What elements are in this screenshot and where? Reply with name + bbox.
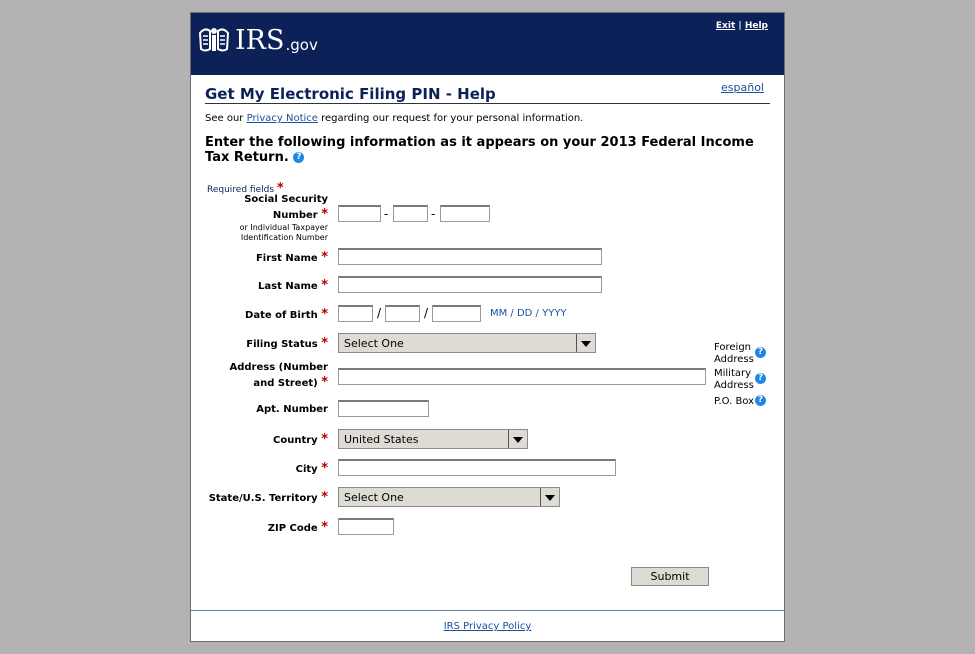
country-value: United States — [344, 433, 419, 446]
required-star: * — [321, 375, 328, 390]
required-star: * — [321, 336, 328, 351]
po-box-help — [714, 396, 769, 408]
address-input[interactable] — [338, 368, 706, 385]
last-name-label — [258, 278, 328, 294]
notice-suffix: regarding our request for your personal information. — [321, 113, 584, 124]
required-star: * — [321, 207, 328, 222]
filing-status-label — [246, 336, 328, 352]
top-links — [716, 21, 768, 31]
required-star: * — [321, 461, 328, 476]
help-icon[interactable]: ? — [755, 373, 766, 384]
filing-status-label-text: Filing Status — [246, 339, 318, 350]
address-label — [208, 360, 328, 391]
required-star: * — [321, 490, 328, 505]
help-icon[interactable]: ? — [755, 347, 766, 358]
header-banner — [191, 13, 784, 75]
dob-label-text: Date of Birth — [245, 310, 318, 321]
instructions — [205, 135, 770, 165]
apt-label-text: Apt. Number — [256, 404, 328, 415]
state-select[interactable] — [338, 487, 560, 507]
ssn-separator: - — [384, 207, 389, 221]
title-divider — [205, 103, 770, 104]
zip-label-text: ZIP Code — [267, 523, 318, 534]
page-title: Get My Electronic Filing PIN - Help — [205, 85, 496, 103]
chevron-down-icon — [508, 430, 527, 448]
dob-label — [245, 307, 328, 323]
submit-button[interactable]: Submit — [631, 567, 709, 586]
city-label-text: City — [295, 464, 318, 475]
link-separator: | — [738, 21, 742, 31]
dob-separator: / — [424, 306, 429, 320]
city-label — [296, 461, 328, 477]
chevron-down-icon — [540, 488, 559, 506]
required-note-text: Required fields — [207, 185, 275, 195]
help-icon[interactable]: ? — [755, 395, 766, 406]
irs-logo[interactable] — [197, 25, 318, 55]
logo-suffix: .gov — [285, 36, 318, 54]
filing-status-select[interactable] — [338, 333, 596, 353]
ssn-label — [198, 192, 328, 243]
required-star: * — [321, 432, 328, 447]
main-panel — [190, 12, 785, 642]
last-name-label-text: Last Name — [258, 281, 318, 292]
logo-text: IRS — [235, 25, 285, 56]
first-name-input[interactable] — [338, 248, 602, 265]
country-label-text: Country — [273, 435, 318, 446]
footer — [191, 621, 784, 632]
instructions-text: Enter the following information as it appears on your 2013 Federal Income Tax Return. — [205, 135, 754, 165]
country-label — [273, 432, 328, 448]
required-star: * — [321, 278, 328, 293]
required-star: * — [321, 250, 328, 265]
apt-number-input[interactable] — [338, 400, 429, 417]
help-icon[interactable]: ? — [293, 152, 304, 163]
ssn-sublabel: or Individual Taxpayer Identification Number — [239, 223, 328, 242]
required-star: * — [276, 181, 284, 196]
city-input[interactable] — [338, 459, 616, 476]
zip-input[interactable] — [338, 518, 394, 535]
ssn-part2-input[interactable] — [393, 205, 428, 222]
state-value: Select One — [344, 491, 404, 504]
first-name-label-text: First Name — [255, 253, 318, 264]
first-name-label — [256, 250, 328, 266]
foreign-address-text: Foreign Address — [714, 342, 754, 365]
privacy-notice-text — [205, 113, 583, 124]
dob-month-input[interactable] — [338, 305, 373, 322]
privacy-notice-link[interactable]: Privacy Notice — [246, 113, 318, 124]
zip-label — [268, 520, 328, 536]
required-star: * — [321, 520, 328, 535]
country-select[interactable] — [338, 429, 528, 449]
state-label-text: State/U.S. Territory — [208, 493, 318, 504]
military-address-text: Military Address — [714, 368, 754, 391]
dob-day-input[interactable] — [385, 305, 420, 322]
ssn-separator: - — [431, 207, 436, 221]
dob-year-input[interactable] — [432, 305, 481, 322]
dob-format-hint: MM / DD / YYYY — [490, 308, 567, 319]
ssn-label-text: Social Security Number — [244, 194, 328, 221]
required-star: * — [321, 307, 328, 322]
foreign-address-help — [714, 342, 769, 366]
exit-link[interactable]: Exit — [715, 21, 736, 31]
espanol-link[interactable]: español — [721, 81, 764, 94]
privacy-policy-link[interactable]: IRS Privacy Policy — [443, 621, 532, 632]
address-label-text: Address (Number and Street) — [229, 362, 328, 389]
notice-prefix: See our — [205, 113, 244, 124]
military-address-help — [714, 368, 769, 392]
last-name-input[interactable] — [338, 276, 602, 293]
apt-label — [256, 402, 328, 417]
state-label — [209, 490, 328, 506]
dob-separator: / — [377, 306, 382, 320]
eagle-icon — [197, 25, 231, 55]
ssn-part1-input[interactable] — [338, 205, 381, 222]
help-link[interactable]: Help — [744, 21, 768, 31]
chevron-down-icon — [576, 334, 595, 352]
ssn-part3-input[interactable] — [440, 205, 490, 222]
filing-status-value: Select One — [344, 337, 404, 350]
po-box-text: P.O. Box — [714, 396, 755, 407]
footer-divider — [191, 610, 784, 611]
